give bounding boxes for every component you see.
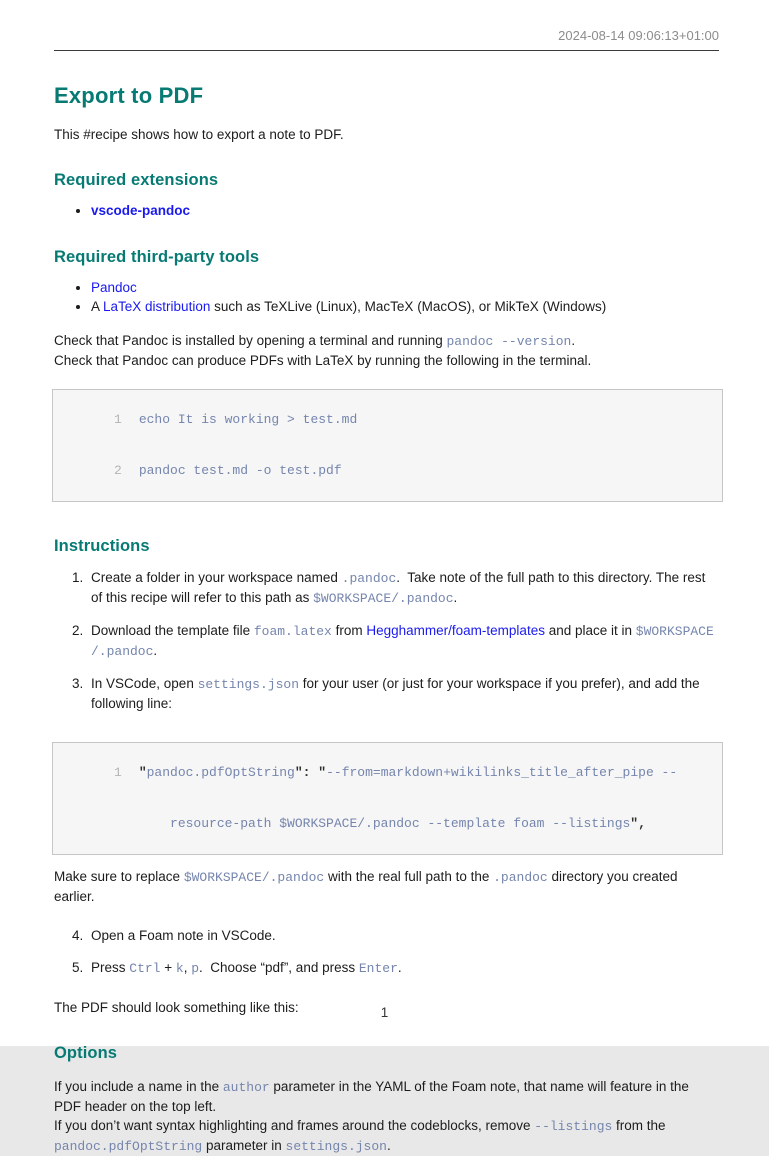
required-tools-list	[54, 278, 719, 316]
check-paragraph-1	[54, 331, 719, 351]
text-run: Create a folder in your workspace named	[91, 570, 342, 585]
item-number: 3.	[72, 676, 84, 691]
text-run: from the	[612, 1118, 670, 1133]
inline-code: author	[222, 1080, 270, 1095]
inline-code: echo It is working > test.md	[138, 412, 358, 427]
text-run: A	[91, 299, 104, 314]
text-run: This #recipe shows how to export a note to PDF.	[54, 127, 344, 142]
text-run: Make sure to replace	[54, 869, 184, 884]
list-item	[54, 958, 719, 978]
code-line	[59, 445, 716, 496]
item-number: 1.	[72, 570, 84, 585]
list-item	[91, 201, 719, 220]
inline-code: k	[175, 961, 184, 976]
text-run: with the real full path to the	[324, 869, 494, 884]
inline-code: $WORKSPACE/.pandoc	[183, 870, 325, 885]
options-paragraph-2	[54, 1116, 719, 1156]
header-date: 2024-08-14 09:06:13+01:00	[558, 28, 719, 43]
document-title: Export to PDF	[54, 83, 204, 108]
inline-link[interactable]: LaTeX distribution	[103, 299, 211, 314]
inline-code: settings.json	[197, 677, 299, 692]
inline-code: .pandoc	[493, 870, 548, 885]
header-rule	[54, 50, 719, 51]
inline-code: pandoc.pdfOptString	[54, 1139, 203, 1154]
inline-code: --from=markdown+wikilinks_title_after_pipe --	[326, 765, 678, 780]
text-run: .	[153, 643, 158, 658]
instructions-list-continued	[54, 926, 719, 978]
list-item	[54, 621, 719, 661]
text-run: .	[386, 1138, 391, 1153]
list-item	[54, 926, 719, 945]
page-footer	[0, 1005, 769, 1020]
inline-code: resource-path $WORKSPACE/.pandoc --template foam --listings	[138, 816, 631, 831]
inline-code-punct: "	[318, 765, 327, 780]
page-header	[54, 0, 719, 51]
inline-code: foam.latex	[253, 624, 332, 639]
text-run: . Take note of the full path to this directory. The rest of this recipe will refer to this path as	[91, 570, 710, 605]
text-run: for your user (or just for your workspace if you prefer), and add the following line:	[91, 676, 704, 711]
section-heading-required-extensions: Required extensions	[54, 171, 219, 189]
inline-link[interactable]: Pandoc	[91, 280, 137, 295]
code-text	[139, 816, 646, 831]
inline-code: pandoc test.md -o test.pdf	[138, 463, 342, 478]
inline-link[interactable]: vscode-pandoc	[91, 203, 191, 218]
item-number: 2.	[72, 623, 84, 638]
item-text	[91, 926, 719, 945]
code-text	[139, 765, 677, 780]
intro-paragraph	[54, 125, 719, 144]
options-paragraph-1	[54, 1077, 719, 1116]
text-run: Check that Pandoc is installed by opening a terminal and running	[54, 333, 447, 348]
text-run: The PDF should look something like this:	[54, 1000, 299, 1015]
text-run: .	[571, 333, 576, 348]
inline-code: --listings	[534, 1119, 613, 1134]
text-run: .	[397, 960, 402, 975]
inline-code: pandoc --version	[446, 334, 572, 349]
page-number: 1	[380, 1005, 389, 1020]
inline-code: pandoc.pdfOptString	[146, 765, 295, 780]
section-heading-instructions: Instructions	[54, 537, 150, 555]
inline-code: Ctrl	[129, 961, 161, 976]
text-run: +	[160, 960, 176, 975]
inline-code: p	[191, 961, 200, 976]
text-run: Check that Pandoc can produce PDFs with LaTeX by running the following in the terminal.	[54, 353, 592, 368]
inline-code-punct: "	[138, 765, 147, 780]
list-item	[91, 297, 719, 316]
line-number: 1	[114, 412, 122, 427]
text-run: such as TeXLive (Linux), MacTeX (MacOS), or MikTeX (Windows)	[210, 299, 607, 314]
section-heading-required-tools: Required third-party tools	[54, 248, 260, 266]
text-run: and place it in	[544, 623, 636, 638]
item-number: 4.	[72, 928, 84, 943]
instructions-list	[54, 568, 719, 713]
required-extensions-list	[54, 201, 719, 220]
code-text	[139, 412, 357, 427]
text-run: If you don’t want syntax highlighting and frames around the codeblocks, remove	[54, 1118, 535, 1133]
inline-code: /.pandoc	[91, 644, 154, 659]
code-line	[59, 394, 716, 445]
check-paragraph-2	[54, 351, 719, 370]
item-text	[91, 674, 719, 713]
text-run: In VSCode, open	[91, 676, 198, 691]
code-text	[139, 463, 342, 478]
inline-code: $WORKSPACE/.pandoc	[313, 591, 454, 606]
code-block-terminal-test	[52, 389, 723, 502]
code-line	[59, 798, 716, 849]
inline-code-punct: ":	[294, 765, 311, 780]
line-number: 1	[114, 765, 122, 780]
text-run: ,	[183, 960, 192, 975]
text-run: parameter in	[202, 1138, 286, 1153]
list-item	[91, 278, 719, 297]
inline-code: $WORKSPACE	[635, 624, 714, 639]
text-run: directory you created earlier.	[54, 869, 682, 904]
text-run: from	[331, 623, 367, 638]
text-run: . Choose “pdf”, and press	[199, 960, 359, 975]
item-text	[91, 568, 719, 608]
item-text	[91, 958, 719, 978]
item-number: 5.	[72, 960, 84, 975]
text-run: Press	[91, 960, 130, 975]
inline-code-punct: ",	[630, 816, 646, 831]
text-run: If you include a name in the	[54, 1079, 223, 1094]
inline-link[interactable]: Hegghammer/foam-templates	[366, 623, 545, 638]
text-run: .	[453, 590, 458, 605]
inline-code: .pandoc	[341, 571, 397, 586]
text-run: Download the template file	[91, 623, 254, 638]
inline-code: Enter	[358, 961, 398, 976]
item-text	[91, 621, 719, 661]
code-block-settings-json	[52, 742, 723, 855]
text-run: parameter in the YAML of the Foam note, that name will feature in the PDF header on the top left.	[54, 1079, 693, 1114]
code-line	[59, 747, 716, 798]
line-number: 2	[114, 463, 122, 478]
text-run: Open a Foam note in VSCode.	[91, 928, 276, 943]
list-item	[54, 674, 719, 713]
list-item	[54, 568, 719, 608]
section-heading-options: Options	[54, 1044, 118, 1062]
make-sure-paragraph	[54, 867, 719, 906]
inline-code: settings.json	[285, 1139, 387, 1154]
